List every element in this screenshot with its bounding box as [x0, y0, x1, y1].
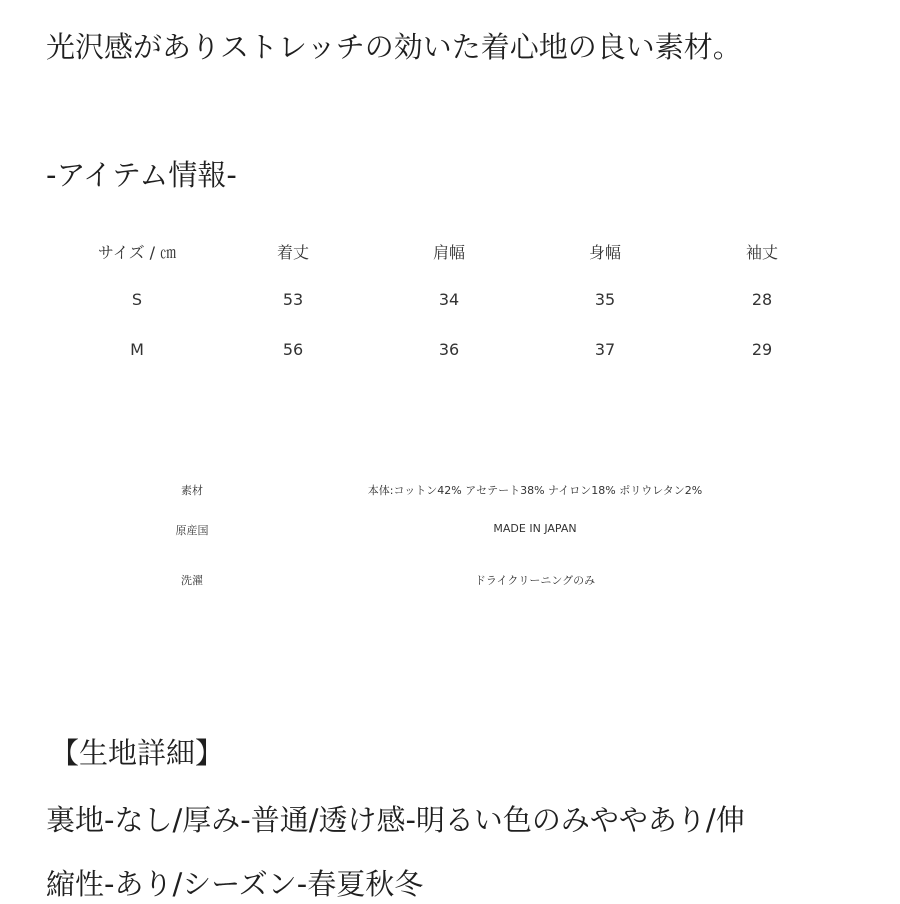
table-cell: 56 [282, 340, 304, 359]
material-value: 本体:コットン42% アセテート38% ナイロン18% ポリウレタン2% [367, 484, 703, 497]
intro-text: 光沢感がありストレッチの効いた着心地の良い素材。 [46, 30, 742, 64]
table-cell: 28 [751, 290, 773, 309]
table-cell: 53 [282, 290, 304, 309]
origin-value: MADE IN JAPAN [493, 522, 577, 535]
washing-label: 洗濯 [181, 574, 203, 587]
origin-label: 原産国 [175, 524, 209, 537]
table-cell: 29 [751, 340, 773, 359]
table-cell: 36 [438, 340, 460, 359]
table-cell: S [131, 290, 143, 309]
table-cell: 37 [594, 340, 616, 359]
table-cell: 35 [594, 290, 616, 309]
table-cell: 34 [438, 290, 460, 309]
item-info-heading: -アイテム情報- [46, 158, 237, 192]
shoulder-header: 肩幅 [432, 243, 466, 262]
material-label: 素材 [181, 484, 203, 497]
width-header: 身幅 [588, 243, 622, 262]
length-header: 着丈 [276, 243, 310, 262]
size-table [0, 0, 900, 380]
table-cell: M [130, 340, 144, 359]
washing-value: ドライクリーニングのみ [474, 574, 596, 587]
fabric-details-line: 縮性-あり/シーズン-春夏秋冬 [46, 867, 424, 901]
fabric-details-line: 裏地-なし/厚み-普通/透け感-明るい色のみややあり/伸 [46, 803, 745, 837]
sleeve-header: 袖丈 [745, 243, 779, 262]
fabric-details-heading: 【生地詳細】 [50, 736, 225, 770]
size-header: サイズ / ㎝ [97, 243, 177, 262]
